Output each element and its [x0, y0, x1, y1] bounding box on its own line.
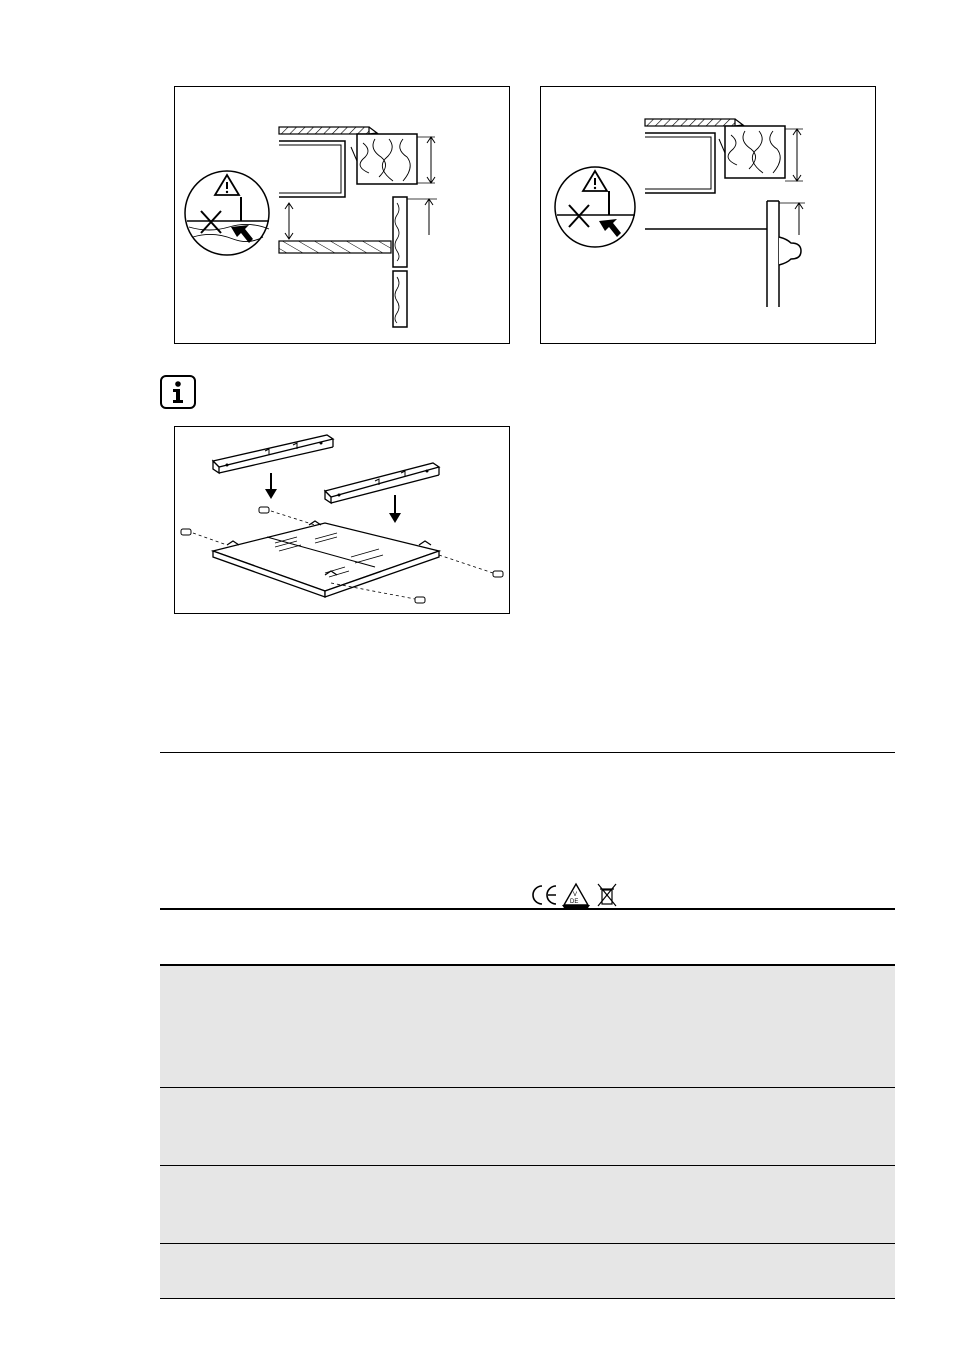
screw-icon	[181, 529, 191, 535]
countertop-door-diagram	[541, 87, 877, 345]
svg-text:V: V	[573, 892, 578, 898]
vde-mark-icon	[562, 884, 590, 908]
svg-text:DE: DE	[570, 899, 579, 905]
brackets-assembly-diagram	[175, 427, 511, 615]
ce-mark-icon	[533, 886, 556, 904]
mounting-brackets-figure	[174, 426, 510, 614]
table-row	[160, 1243, 895, 1299]
certification-marks	[528, 880, 628, 910]
countertop-drawer-diagram	[175, 87, 511, 345]
table-row	[160, 1165, 895, 1243]
info-glyph	[162, 377, 194, 407]
installation-figure-door	[540, 86, 876, 344]
weee-bin-icon	[598, 884, 616, 906]
section-divider	[160, 752, 895, 753]
technical-data-table	[160, 964, 895, 1299]
info-icon	[160, 375, 196, 409]
table-row	[160, 964, 895, 1087]
installation-figure-drawer	[174, 86, 510, 344]
table-row	[160, 1087, 895, 1165]
